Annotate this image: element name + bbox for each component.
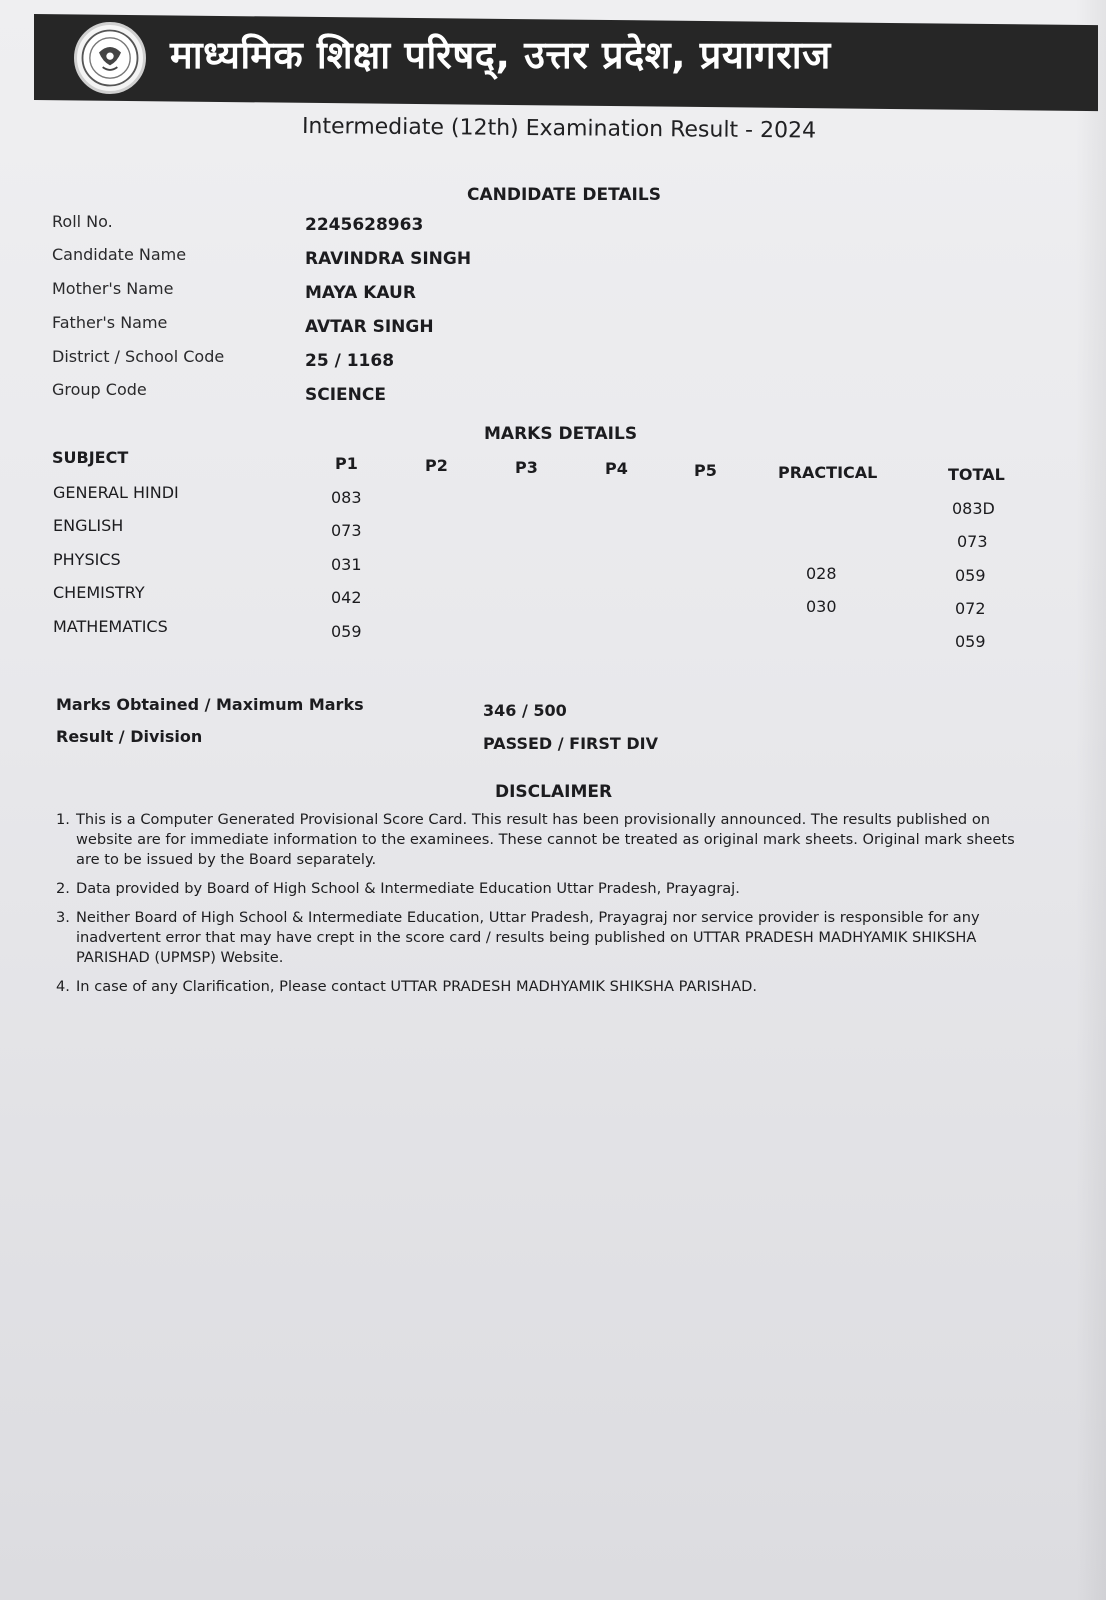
marks-details-heading: MARKS DETAILS <box>484 424 638 444</box>
table-row-p1: 059 <box>331 622 362 641</box>
table-row-subject: ENGLISH <box>53 516 124 535</box>
disclaimer-item <box>50 908 1035 968</box>
table-row-total: 072 <box>955 599 986 618</box>
disclaimer-item-text: Neither Board of High School & Intermediate Education, Uttar Pradesh, Prayagraj nor service provider is responsible for any inadvertent error that may have crept in the score card / results being published on UTTAR PRADESH MADHYAMIK SHIKSHA PARISHAD (UPMSP) Website. <box>76 909 980 966</box>
disclaimer-item <box>50 879 1035 899</box>
roll-no-label: Roll No. <box>52 212 113 231</box>
result-division-value: PASSED / FIRST DIV <box>483 734 658 753</box>
table-row-p1: 083 <box>331 488 362 507</box>
col-p1: P1 <box>335 454 358 473</box>
board-name-hindi: माध्यमिक शिक्षा परिषद्, उत्तर प्रदेश, प्रयागराज <box>170 33 831 77</box>
district-school-code-label: District / School Code <box>52 347 225 366</box>
disclaimer-item-text: This is a Computer Generated Provisional Score Card. This result has been provisionally announced. The results published on website are for immediate information to the examinees. These cannot be treated as original mark sheets. Original mark sheets are to be issued by the Board separately. <box>76 811 1015 868</box>
disclaimer-item-text: Data provided by Board of High School & Intermediate Education Uttar Pradesh, Prayagraj. <box>76 880 740 897</box>
candidate-name-value: RAVINDRA SINGH <box>305 249 472 269</box>
table-row-p1: 073 <box>331 521 362 540</box>
table-row-total: 073 <box>957 532 988 551</box>
disclaimer-item-number: 3. <box>56 909 70 926</box>
disclaimer-heading: DISCLAIMER <box>495 782 613 802</box>
disclaimer-list <box>50 810 1035 1006</box>
table-row-subject: CHEMISTRY <box>53 583 145 602</box>
group-code-label: Group Code <box>52 380 147 399</box>
table-row-subject: MATHEMATICS <box>53 617 168 636</box>
candidate-name-label: Candidate Name <box>52 245 187 264</box>
group-code-value: SCIENCE <box>305 385 386 405</box>
mother-name-value: MAYA KAUR <box>305 283 416 303</box>
candidate-details-heading: CANDIDATE DETAILS <box>467 185 661 205</box>
disclaimer-item-number: 1. <box>56 811 70 828</box>
disclaimer-item <box>50 810 1035 870</box>
table-row-subject: GENERAL HINDI <box>53 483 179 502</box>
disclaimer-item <box>50 977 1035 997</box>
marks-obtained-value: 346 / 500 <box>483 701 567 720</box>
table-row-total: 059 <box>955 632 986 651</box>
mother-name-label: Mother's Name <box>52 279 174 298</box>
result-division-label: Result / Division <box>56 727 203 746</box>
father-name-value: AVTAR SINGH <box>305 317 434 337</box>
paper-edge-shadow <box>1076 0 1106 1600</box>
district-school-code-value: 25 / 1168 <box>305 351 395 371</box>
col-p3: P3 <box>515 458 538 477</box>
disclaimer-item-number: 4. <box>56 978 70 995</box>
table-row-total: 083D <box>952 499 995 518</box>
table-row-p1: 042 <box>331 588 362 607</box>
table-row-practical: 030 <box>806 597 837 616</box>
disclaimer-item-text: In case of any Clarification, Please contact UTTAR PRADESH MADHYAMIK SHIKSHA PARISHAD. <box>76 978 758 995</box>
up-government-emblem-icon <box>74 22 146 94</box>
disclaimer-item-number: 2. <box>56 880 70 897</box>
marks-obtained-label: Marks Obtained / Maximum Marks <box>56 695 364 714</box>
col-subject: SUBJECT <box>52 448 129 467</box>
exam-title: Intermediate (12th) Examination Result - 2024 <box>301 114 817 144</box>
table-row-total: 059 <box>955 566 986 585</box>
roll-no-value: 2245628963 <box>305 215 424 235</box>
col-total: TOTAL <box>948 465 1005 484</box>
col-p5: P5 <box>694 461 717 480</box>
table-row-subject: PHYSICS <box>53 550 121 569</box>
father-name-label: Father's Name <box>52 313 168 332</box>
col-p2: P2 <box>425 456 448 475</box>
col-practical: PRACTICAL <box>778 463 878 482</box>
col-p4: P4 <box>605 459 628 478</box>
table-row-practical: 028 <box>806 564 837 583</box>
table-row-p1: 031 <box>331 555 362 574</box>
